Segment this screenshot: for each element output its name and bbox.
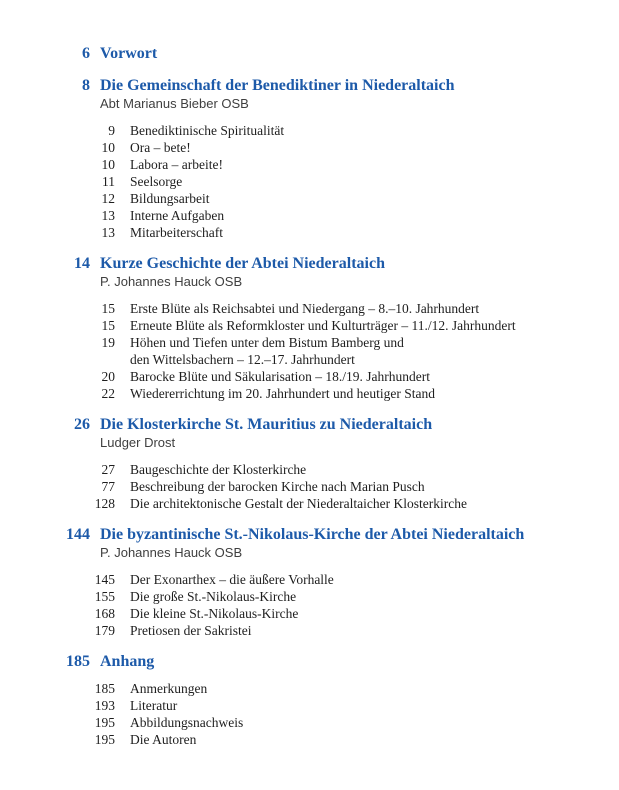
section-page-number: 14 bbox=[74, 255, 90, 272]
item-page-number: 27 bbox=[101, 462, 115, 477]
item-title: Erneute Blüte als Reformkloster und Kulturträger – 11./12. Jahrhundert bbox=[130, 318, 516, 333]
section-items bbox=[0, 571, 619, 639]
item-title: Beschreibung der barocken Kirche nach Marian Pusch bbox=[130, 479, 425, 494]
section-page-number: 6 bbox=[82, 45, 90, 62]
toc-item bbox=[0, 385, 619, 402]
item-page-number: 10 bbox=[101, 157, 115, 172]
toc-item bbox=[0, 495, 619, 512]
item-title: Mitarbeiterschaft bbox=[130, 225, 223, 240]
toc-item bbox=[0, 156, 619, 173]
item-title: Der Exonarthex – die äußere Vorhalle bbox=[130, 572, 334, 587]
section-heading bbox=[0, 415, 619, 434]
section-page-number: 185 bbox=[66, 653, 90, 670]
section-title: Die Klosterkirche St. Mauritius zu Niederaltaich bbox=[100, 416, 433, 433]
item-page-number: 155 bbox=[94, 589, 115, 604]
item-page-number: 13 bbox=[101, 208, 115, 223]
section-heading bbox=[0, 652, 619, 671]
toc-item bbox=[0, 207, 619, 224]
item-title: Interne Aufgaben bbox=[130, 208, 225, 223]
toc-section-geschichte bbox=[0, 254, 619, 402]
toc-item bbox=[0, 605, 619, 622]
section-heading bbox=[0, 44, 619, 63]
item-page-number: 179 bbox=[94, 623, 115, 638]
toc-item bbox=[0, 300, 619, 317]
item-page-number: 195 bbox=[94, 715, 115, 730]
item-title: Anmerkungen bbox=[130, 681, 208, 696]
section-author: Abt Marianus Bieber OSB bbox=[100, 96, 249, 111]
item-title: Bildungsarbeit bbox=[130, 191, 210, 206]
toc-section-gemeinschaft bbox=[0, 76, 619, 241]
item-page-number: 195 bbox=[94, 732, 115, 747]
toc-item bbox=[0, 334, 619, 368]
section-page-number: 8 bbox=[82, 77, 90, 94]
item-page-number: 10 bbox=[101, 140, 115, 155]
toc-item bbox=[0, 190, 619, 207]
item-title: Seelsorge bbox=[130, 174, 183, 189]
section-heading bbox=[0, 254, 619, 273]
item-page-number: 15 bbox=[101, 301, 115, 316]
toc-item bbox=[0, 571, 619, 588]
section-author: P. Johannes Hauck OSB bbox=[100, 274, 243, 289]
section-title: Die byzantinische St.-Nikolaus-Kirche der Abtei Niederaltaich bbox=[100, 526, 525, 543]
toc-item bbox=[0, 680, 619, 697]
item-title-line1: Höhen und Tiefen unter dem Bistum Bamberg und bbox=[130, 335, 404, 350]
item-page-number: 185 bbox=[94, 681, 115, 696]
item-page-number: 13 bbox=[101, 225, 115, 240]
section-items bbox=[0, 680, 619, 748]
item-title: Barocke Blüte und Säkularisation – 18./19. Jahrhundert bbox=[130, 369, 430, 384]
item-title: Die große St.-Nikolaus-Kirche bbox=[130, 589, 297, 604]
section-title: Die Gemeinschaft der Benediktiner in Niederaltaich bbox=[100, 77, 455, 94]
item-page-number: 128 bbox=[94, 496, 115, 511]
item-page-number: 22 bbox=[101, 386, 115, 401]
toc-item bbox=[0, 714, 619, 731]
toc-item bbox=[0, 731, 619, 748]
item-title: Ora – bete! bbox=[130, 140, 191, 155]
toc-section-anhang bbox=[0, 652, 619, 748]
item-title: Die kleine St.-Nikolaus-Kirche bbox=[130, 606, 299, 621]
toc-section-vorwort bbox=[0, 44, 619, 63]
toc-item bbox=[0, 622, 619, 639]
item-title-line2: den Wittelsbachern – 12.–17. Jahrhundert bbox=[130, 352, 355, 367]
toc-item bbox=[0, 697, 619, 714]
section-title: Kurze Geschichte der Abtei Niederaltaich bbox=[100, 255, 385, 272]
item-page-number: 193 bbox=[94, 698, 115, 713]
item-page-number: 19 bbox=[101, 335, 115, 350]
toc-item bbox=[0, 588, 619, 605]
section-title: Vorwort bbox=[100, 45, 158, 62]
toc-section-nikolauskirche bbox=[0, 525, 619, 639]
item-title: Labora – arbeite! bbox=[130, 157, 223, 172]
section-heading bbox=[0, 525, 619, 544]
item-title: Pretiosen der Sakristei bbox=[130, 623, 252, 638]
item-title: Wiedererrichtung im 20. Jahrhundert und heutiger Stand bbox=[130, 386, 435, 401]
item-title: Erste Blüte als Reichsabtei und Niedergang – 8.–10. Jahrhundert bbox=[130, 301, 480, 316]
item-title: Benediktinische Spiritualität bbox=[130, 123, 285, 138]
toc-item bbox=[0, 139, 619, 156]
item-title: Abbildungsnachweis bbox=[130, 715, 244, 730]
item-page-number: 9 bbox=[108, 123, 115, 138]
item-page-number: 12 bbox=[101, 191, 115, 206]
toc-item bbox=[0, 122, 619, 139]
item-page-number: 11 bbox=[102, 174, 115, 189]
toc-item bbox=[0, 173, 619, 190]
section-items bbox=[0, 300, 619, 402]
item-title: Literatur bbox=[130, 698, 178, 713]
toc-item bbox=[0, 478, 619, 495]
item-title: Die Autoren bbox=[130, 732, 197, 747]
toc-item bbox=[0, 317, 619, 334]
section-heading bbox=[0, 76, 619, 95]
item-title: Baugeschichte der Klosterkirche bbox=[130, 462, 307, 477]
item-title: Die architektonische Gestalt der Niederaltaicher Klosterkirche bbox=[130, 496, 467, 511]
section-items bbox=[0, 461, 619, 512]
section-author: Ludger Drost bbox=[100, 435, 176, 450]
item-page-number: 20 bbox=[101, 369, 115, 384]
item-page-number: 168 bbox=[94, 606, 115, 621]
toc-section-klosterkirche bbox=[0, 415, 619, 512]
toc-item bbox=[0, 461, 619, 478]
section-page-number: 144 bbox=[66, 526, 90, 543]
item-page-number: 77 bbox=[101, 479, 115, 494]
toc-item bbox=[0, 224, 619, 241]
section-title: Anhang bbox=[100, 653, 155, 670]
item-title bbox=[130, 334, 404, 368]
toc-item bbox=[0, 368, 619, 385]
section-items bbox=[0, 122, 619, 241]
item-page-number: 15 bbox=[101, 318, 115, 333]
section-author: P. Johannes Hauck OSB bbox=[100, 545, 243, 560]
section-page-number: 26 bbox=[74, 416, 90, 433]
item-page-number: 145 bbox=[94, 572, 115, 587]
